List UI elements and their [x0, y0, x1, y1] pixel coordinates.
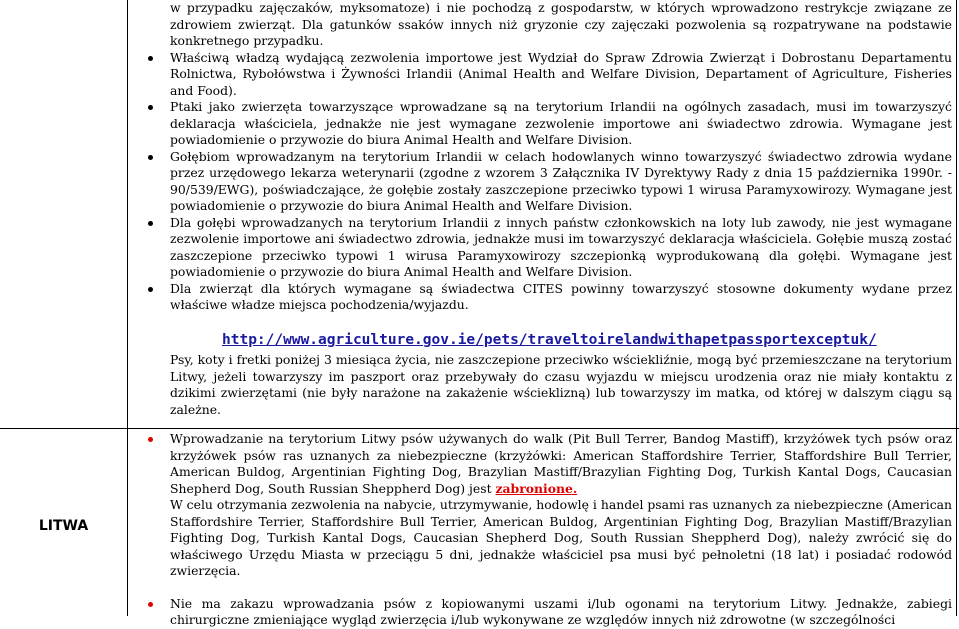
list-item: [170, 99, 952, 149]
ireland-bullet-list: [170, 50, 952, 314]
list-item-text: Nie ma zakazu wprowadzania psów z kopiowanymi uszami i/lub ogonami na terytorium Litwy. Jednakże, zabiegi chirurgiczne zmieniające wygląd zwierzęcia i/lub wykonywane ze względów innych niż zdrowotne (w szczególności: [170, 595, 952, 627]
list-item: [170, 149, 952, 215]
list-item-text: Dla zwierząt dla których wymagane są świadectwa CITES powinny towarzyszyć stosowne dokumenty wydane przez właściwe władze miejsca pochodzenia/wyjazdu.: [170, 280, 952, 312]
continuation-text: w przypadku zajęczaków, myksomatoze) i nie pochodzą z gospodarstw, w których wprowadzono restrykcje związane ze zdrowiem zwierząt. Dla gatunków ssaków innych niż gryzonie czy zajęczaki pozwolenia są rozpatrywane na podstawie konkretnego przypadku.: [170, 0, 952, 48]
bullet-icon: [148, 287, 153, 292]
list-item: [170, 431, 952, 580]
list-item-paragraph: W celu otrzymania zezwolenia na nabycie, utrzymywanie, hodowlę i handel psami ras uznanych za niebezpieczne (American Staffordshire Terrier, Staffordshire Bull Terrier, American Buldog, Argentinian Fighting Dog, Brazylian Mastiff/Brazylian Fighting Dog, Turkish Kantal Dogs, Caucasian Shepherd Dog, South Russian Sheppherd Dog), należy zwrócić się do właściwego Urzędu Miasta w przeciągu 5 dni, jednakże właściciel psa musi być pełnoletni (18 lat) i posiadać rodowód zwierzęcia.: [170, 497, 952, 578]
litwa-bullet-list: [170, 431, 952, 629]
country-label: LITWA: [38, 518, 89, 534]
bullet-icon: [148, 105, 153, 110]
agriculture-link[interactable]: http://www.agriculture.gov.ie/pets/traveltoirelandwithapetpassportexceptuk/: [222, 332, 877, 348]
bullet-icon: [148, 56, 153, 61]
bullet-icon: [148, 437, 153, 442]
litwa-intro: [170, 352, 952, 418]
list-item-text: Ptaki jako zwierzęta towarzyszące wprowadzane są na terytorium Irlandii na ogólnych zasadach, musi im towarzyszyć deklaracja właściciela, jednakże nie jest wymagane zezwolenie importowe ani świadectwo zdrowia. Wymagane jest powiadomienie o przywozie do biura Animal Health and Welfare Division.: [170, 99, 952, 147]
list-item: [170, 215, 952, 281]
bullet-icon: [148, 155, 153, 160]
list-item-text: Wprowadzanie na terytorium Litwy psów używanych do walk (Pit Bull Terrer, Bandog Mastiff), krzyżówek tych psów oraz krzyżówek psów ras uznanych za niebezpieczne (krzyżówki: American Staffordshire Terrier, Staffordshire Bull Terrier, American Buldog, Argentinian Fighting Dog, Brazylian Mastiff/Brazylian Fighting Dog, Turkish Kantal Dogs, Caucasian Shepherd Dog, South Russian Sheppherd Dog) jest: [170, 431, 952, 496]
list-item: [170, 50, 952, 100]
table-left-divider: [127, 0, 128, 616]
forbidden-link[interactable]: zabronione.: [495, 480, 578, 496]
table-right-border: [956, 0, 957, 616]
ireland-section: [170, 0, 952, 314]
litwa-section: [170, 431, 952, 629]
list-item: [170, 281, 952, 314]
bullet-icon: [148, 602, 153, 607]
litwa-intro-text: Psy, koty i fretki poniżej 3 miesiąca życia, nie zaszczepione przeciwko wściekliźnie, mogą być przemieszczane na terytorium Litwy, jeżeli towarzyszy im paszport oraz przebywały do czasu wyjazdu w miejscu urodzenia oraz nie miały kontaktu z dzikimi zwierzętami (nie były narażone na zakażenie wścieklizną) lub towarzyszy im matka, od której w dalszym ciągu są zależne.: [170, 352, 952, 417]
list-item: [170, 596, 952, 629]
list-item-text: Właściwą władzą wydającą zezwolenia importowe jest Wydział do Spraw Zdrowia Zwierząt i Dobrostanu Departamentu Rolnictwa, Rybołówstwa i Żywności Irlandii (Animal Health and Welfare Division, Departament of Agriculture, Fisheries and Food).: [170, 49, 952, 98]
list-item-text: Gołębiom wprowadzanym na terytorium Irlandii w celach hodowlanych winno towarzyszyć świadectwo zdrowia wydane przez urzędowego lekarza weterynarii (zgodne z wzorem 3 Załącznika IV Dyrektywy Rady z dnia 15 października 1990r. - 90/539/EWG), poświadczające, że gołębie zostały zaszczepione przeciwko typowi 1 wirusa Paramyxowirozy. Wymagane jest powiadomienie o przywozie do biura Animal Health and Welfare Division.: [170, 148, 952, 213]
list-item-text: Dla gołębi wprowadzanych na terytorium Irlandii z innych państw członkowskich na loty lub zawody, nie jest wymagane zezwolenie importowe ani świadectwo zdrowia, jednakże musi im towarzyszyć deklaracja właściciela. Gołębie muszą zostać zaszczepione przeciwko typowi 1 wirusa Paramyxowirozy szczepionką wyprodukowaną dla gołębi. Wymagane jest powiadomienie o przywozie do biura Animal Health and Welfare Division.: [170, 214, 952, 279]
row-separator: [0, 428, 959, 429]
bullet-icon: [148, 221, 153, 226]
